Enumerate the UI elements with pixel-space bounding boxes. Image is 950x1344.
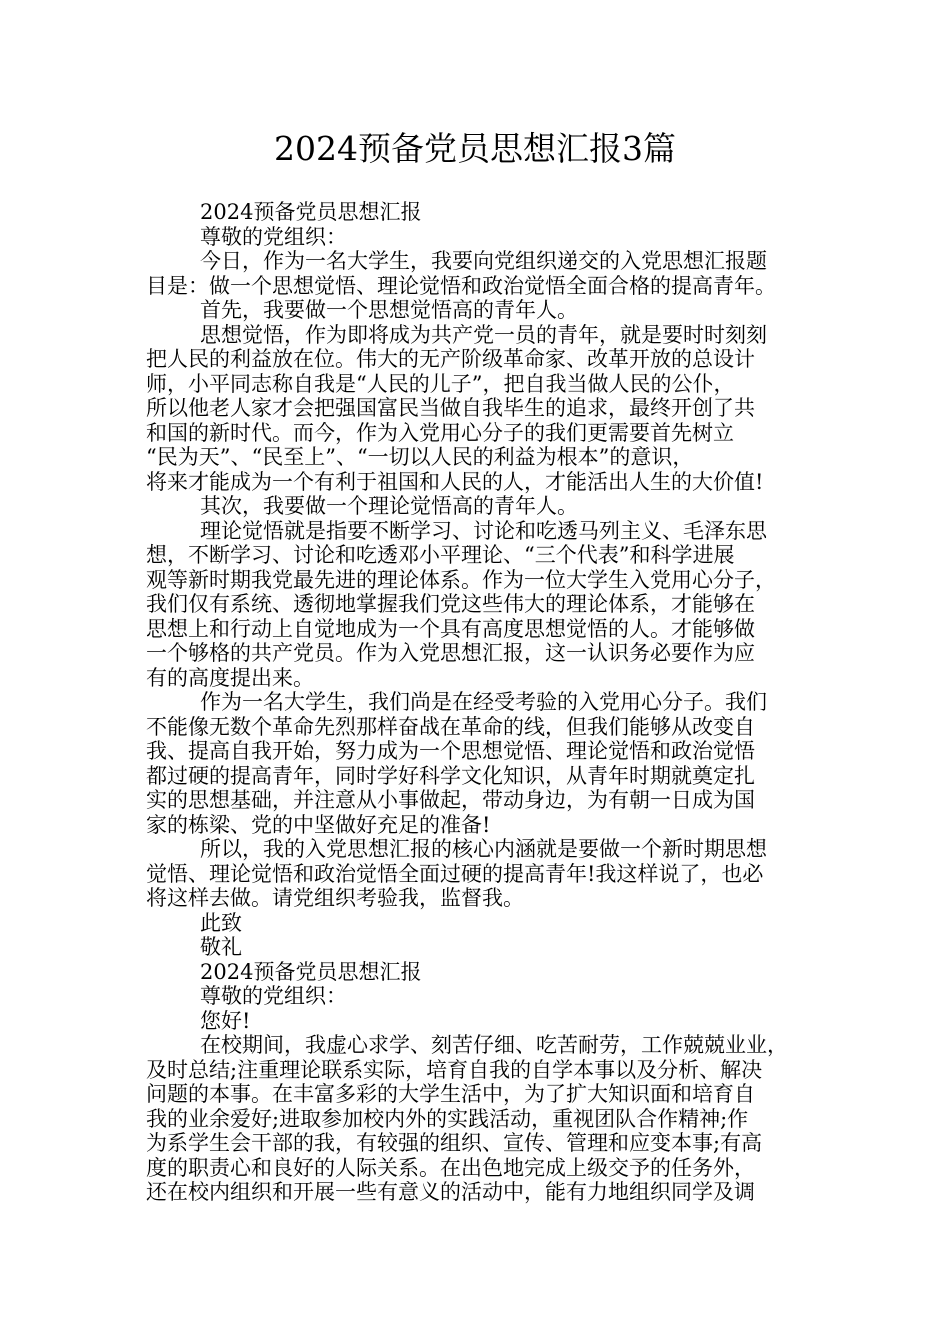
body-line: 所以，我的入党思想汇报的核心内涵就是要做一个新时期思想 [200, 837, 767, 861]
body-line: 敬礼 [200, 935, 242, 959]
body-line: 把人民的利益放在位。伟大的无产阶级革命家、改革开放的总设计 [146, 347, 755, 371]
body-line: 和国的新时代。而今，作为入党用心分子的我们更需要首先树立 [146, 420, 734, 445]
body-line: 思想觉悟，作为即将成为共产党一员的青年，就是要时时刻刻 [200, 322, 767, 347]
body-line: 家的栋梁、党的中坚做好充足的准备! [146, 812, 491, 837]
body-line: 思想上和行动上自觉地成为一个具有高度思想觉悟的人。才能够做 [146, 616, 755, 641]
body-line: 我、提高自我开始，努力成为一个思想觉悟、理论觉悟和政治觉悟 [146, 739, 755, 763]
document-title: 2024预备党员思想汇报3篇 [274, 129, 676, 168]
body-line: 都过硬的提高青年，同时学好科学文化知识，从青年时期就奠定扎 [146, 763, 755, 788]
body-line: 想，不断学习、讨论和吃透邓小平理论、“三个代表”和科学进展 [146, 543, 735, 567]
body-line: 2024预备党员思想汇报 [200, 200, 422, 224]
document-body [146, 200, 826, 1205]
body-line: 将这样去做。请党组织考验我，监督我。 [146, 886, 524, 910]
body-line: 一个够格的共产党员。作为入党思想汇报，这一认识务必要作为应 [146, 641, 755, 665]
body-line: “民为天”、“民至上”、“一切以人民的利益为根本”的意识， [146, 445, 694, 469]
body-line: 在校期间，我虚心求学、刻苦仔细、吃苦耐劳，工作兢兢业业， [200, 1033, 788, 1057]
body-line: 为系学生会干部的我，有较强的组织、宣传、管理和应变本事;有高 [146, 1131, 763, 1155]
body-line: 实的思想基础，并注意从小事做起，带动身边，为有朝一日成为国 [146, 788, 755, 812]
body-line: 作为一名大学生，我们尚是在经受考验的入党用心分子。我们 [200, 690, 767, 714]
body-line: 度的职责心和良好的人际关系。在出色地完成上级交予的任务外， [146, 1155, 755, 1180]
body-line: 所以他老人家才会把强国富民当做自我毕生的追求，最终开创了共 [146, 396, 755, 420]
body-line: 我的业余爱好;进取参加校内外的实践活动，重视团队合作精神;作 [146, 1106, 749, 1131]
body-line: 观等新时期我党最先进的理论体系。作为一位大学生入党用心分子， [146, 567, 776, 592]
body-line: 还在校内组织和开展一些有意义的活动中，能有力地组织同学及调 [146, 1180, 755, 1204]
body-line: 问题的本事。在丰富多彩的大学生活中，为了扩大知识面和培育自 [146, 1082, 755, 1106]
body-line: 尊敬的党组织： [200, 224, 347, 249]
body-line: 理论觉悟就是指要不断学习、讨论和吃透马列主义、毛泽东思 [200, 518, 767, 543]
body-line: 其次，我要做一个理论觉悟高的青年人。 [200, 494, 578, 518]
body-line: 您好! [200, 1008, 251, 1033]
body-line: 我们仅有系统、透彻地掌握我们党这些伟大的理论体系，才能够在 [146, 592, 755, 616]
body-line: 首先，我要做一个思想觉悟高的青年人。 [200, 298, 578, 322]
body-line: 有的高度提出来。 [146, 665, 314, 690]
body-line: 2024预备党员思想汇报 [200, 959, 422, 984]
body-line: 师，小平同志称自我是“人民的儿子”，把自我当做人民的公仆， [146, 371, 735, 396]
body-line: 尊敬的党组织： [200, 984, 347, 1008]
body-line: 此致 [200, 910, 242, 935]
body-line: 觉悟、理论觉悟和政治觉悟全面过硬的提高青年!我这样说了，也必 [146, 861, 764, 886]
body-line: 及时总结;注重理论联系实际，培育自我的自学本事以及分析、解决 [146, 1057, 763, 1082]
body-line: 不能像无数个革命先烈那样奋战在革命的线，但我们能够从改变自 [146, 714, 755, 739]
body-line: 今日，作为一名大学生，我要向党组织递交的入党思想汇报题 [200, 249, 767, 273]
body-line: 目是：做一个思想觉悟、理论觉悟和政治觉悟全面合格的提高青年。 [146, 273, 776, 298]
body-line: 将来才能成为一个有利于祖国和人民的人，才能活出人生的大价值! [146, 469, 764, 494]
